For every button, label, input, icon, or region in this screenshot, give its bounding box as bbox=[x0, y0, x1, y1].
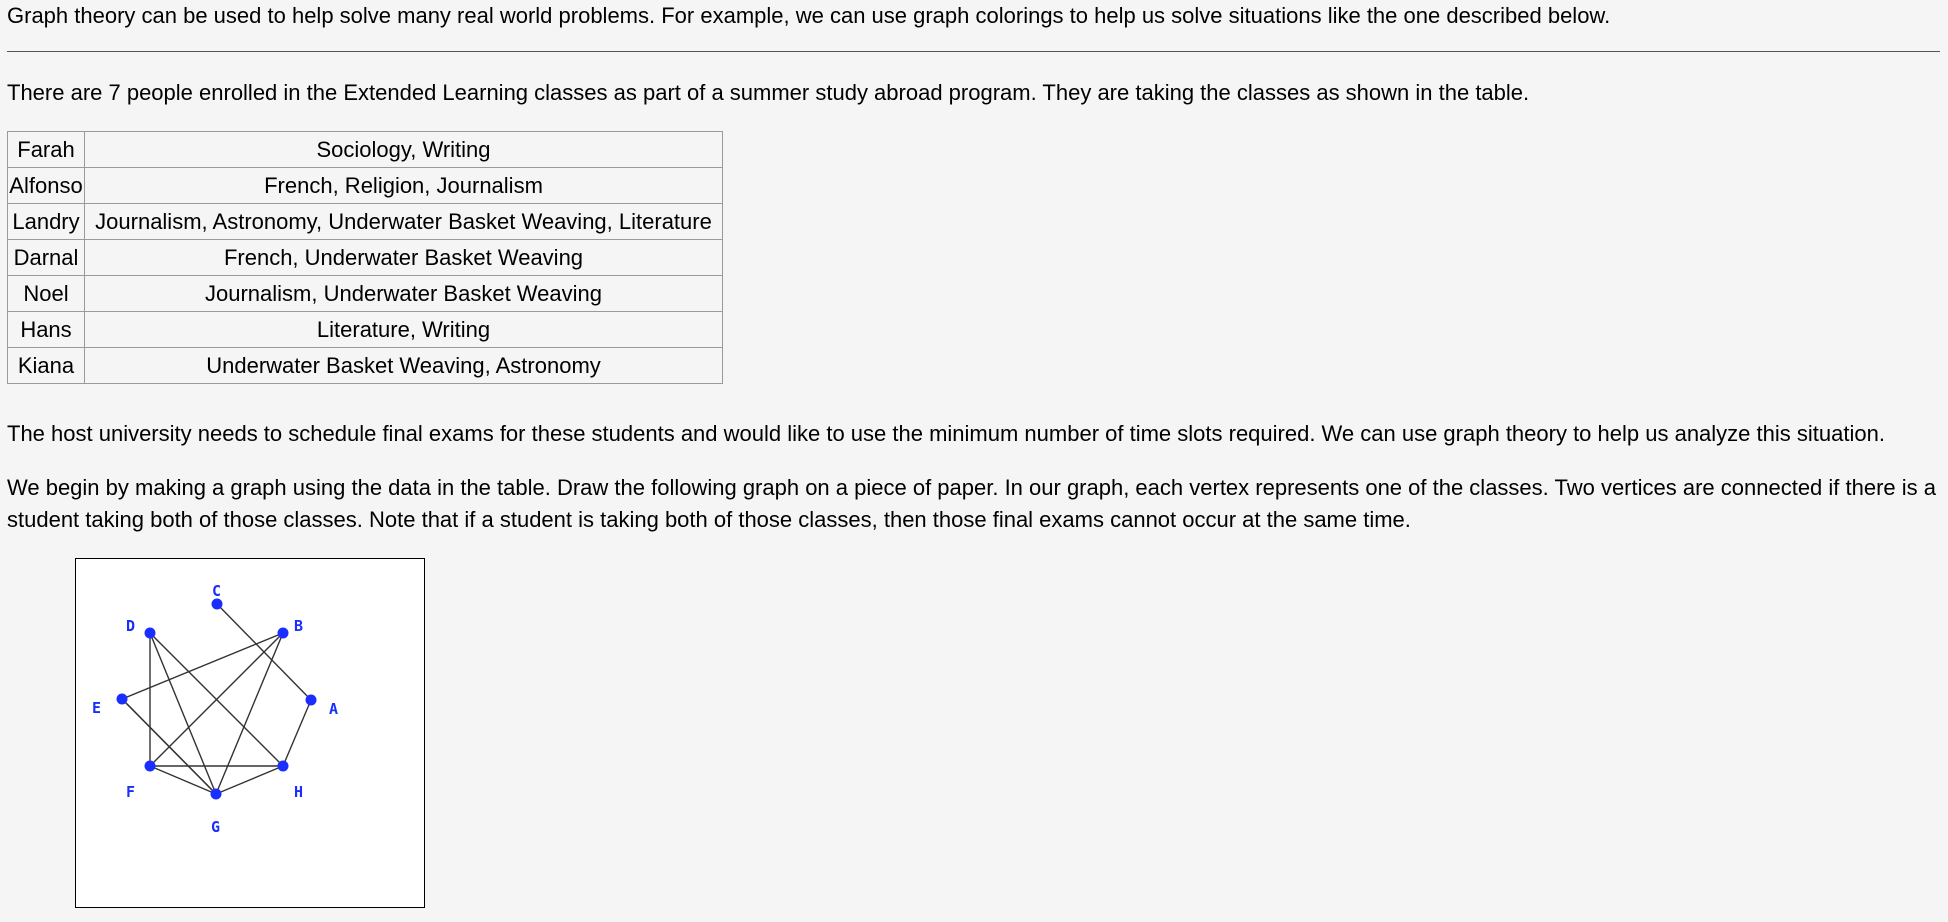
student-classes-cell: Sociology, Writing bbox=[85, 132, 723, 168]
table-row bbox=[8, 276, 723, 312]
graph-figure bbox=[75, 558, 425, 908]
vertex-label-c: C bbox=[212, 582, 222, 600]
vertex-a bbox=[306, 695, 317, 706]
student-name-cell: Kiana bbox=[8, 348, 85, 384]
graph-canvas bbox=[76, 559, 423, 906]
vertex-label-e: E bbox=[92, 699, 102, 717]
vertex-d bbox=[145, 628, 156, 639]
vertex-g bbox=[211, 789, 222, 800]
enrollment-text: There are 7 people enrolled in the Extended Learning classes as part of a summer study abroad program. They are taking the classes as shown in the table. bbox=[7, 80, 1530, 105]
vertex-label-f: F bbox=[126, 783, 136, 801]
vertex-label-b: B bbox=[294, 617, 304, 635]
student-classes-cell: French, Underwater Basket Weaving bbox=[85, 240, 723, 276]
student-name-cell: Darnal bbox=[8, 240, 85, 276]
student-name-cell: Noel bbox=[8, 276, 85, 312]
vertex-h bbox=[278, 761, 289, 772]
student-name-cell: Hans bbox=[8, 312, 85, 348]
student-name-cell: Landry bbox=[8, 204, 85, 240]
student-classes-cell: French, Religion, Journalism bbox=[85, 168, 723, 204]
student-classes-cell: Journalism, Underwater Basket Weaving bbox=[85, 276, 723, 312]
table-row bbox=[8, 312, 723, 348]
vertex-label-g: G bbox=[211, 818, 221, 836]
table-row bbox=[8, 132, 723, 168]
edge-a-h bbox=[283, 700, 311, 766]
student-classes-cell: Journalism, Astronomy, Underwater Basket Weaving, Literature bbox=[85, 204, 723, 240]
student-classes-cell: Underwater Basket Weaving, Astronomy bbox=[85, 348, 723, 384]
enrollment-table bbox=[7, 131, 723, 384]
vertex-label-h: H bbox=[294, 783, 304, 801]
table-row bbox=[8, 240, 723, 276]
vertex-label-a: A bbox=[329, 700, 339, 718]
table-row bbox=[8, 204, 723, 240]
student-name-cell: Farah bbox=[8, 132, 85, 168]
vertex-b bbox=[278, 628, 289, 639]
edge-b-e bbox=[122, 633, 283, 699]
intro-text: Graph theory can be used to help solve many real world problems. For example, we can use graph colorings to help us solve situations like the one described below. bbox=[7, 3, 1611, 28]
vertex-f bbox=[145, 761, 156, 772]
student-name-cell: Alfonso bbox=[8, 168, 85, 204]
divider bbox=[7, 51, 1940, 52]
student-classes-cell: Literature, Writing bbox=[85, 312, 723, 348]
vertex-e bbox=[117, 694, 128, 705]
vertex-label-d: D bbox=[126, 617, 136, 635]
vertex-c bbox=[212, 599, 223, 610]
table-row bbox=[8, 348, 723, 384]
graph-instructions-text: We begin by making a graph using the data in the table. Draw the following graph on a piece of paper. In our graph, each vertex represents one of the classes. Two vertices are connected if there is a student taking both of those classes. Note that if a student is taking both of those classes, then those final exams cannot occur at the same time. bbox=[7, 475, 1937, 532]
table-row bbox=[8, 168, 723, 204]
scheduling-text: The host university needs to schedule final exams for these students and would like to use the minimum number of time slots required. We can use graph theory to help us analyze this situation. bbox=[7, 421, 1885, 446]
